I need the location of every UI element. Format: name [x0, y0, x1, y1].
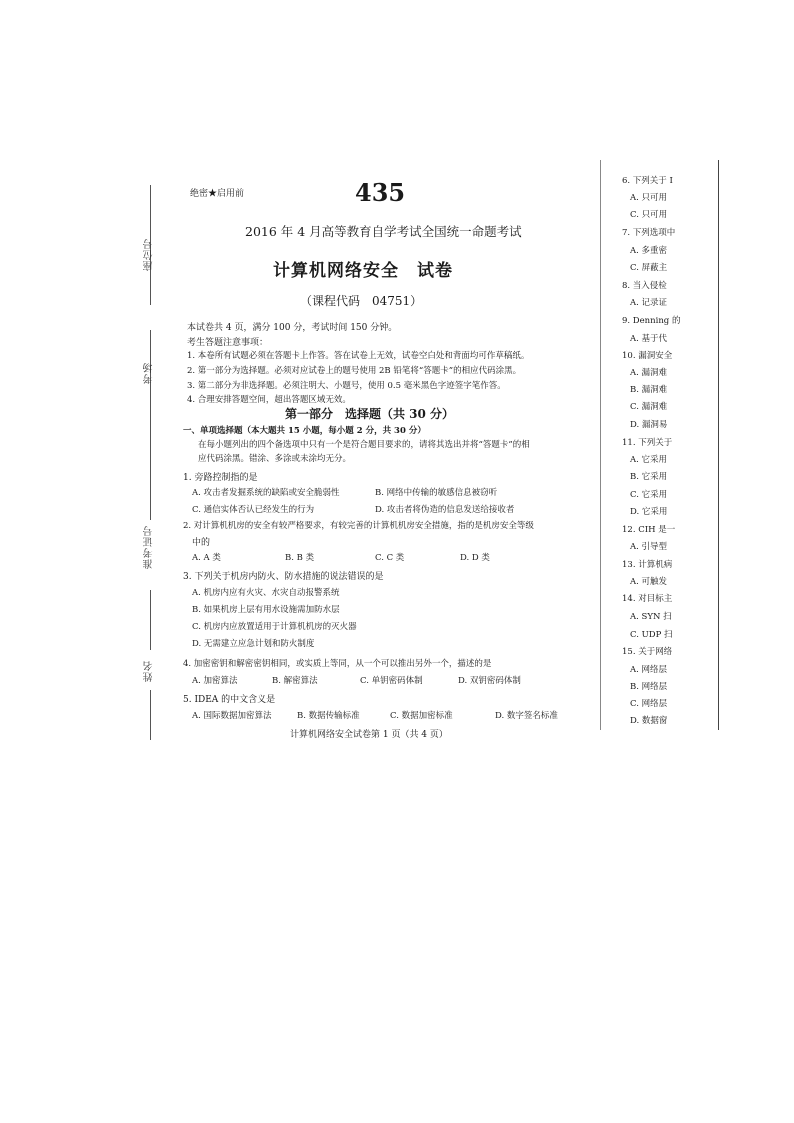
section-heading: 一、单项选择题（本大题共 15 小题，每小题 2 分，共 30 分） — [183, 426, 426, 436]
right-page-line: B. 它采用 — [630, 472, 668, 482]
right-page-line: C. 它采用 — [630, 490, 668, 500]
question-3-option-a: A. 机房内应有火灾、水灾自动报警系统 — [192, 588, 340, 598]
right-page-fragment — [604, 160, 717, 740]
question-4-option-b: B. 解密算法 — [272, 676, 318, 686]
right-page-line: C. UDP 扫 — [630, 630, 673, 640]
right-page-line: C. 只可用 — [630, 210, 668, 220]
question-5-option-d: D. 数字签名标准 — [495, 711, 558, 721]
section-instruction-1: 在每小题列出的四个备选项中只有一个是符合题目要求的，请将其选出并将“答题卡”的相 — [198, 440, 530, 450]
right-page-line: 10. 漏洞安全 — [622, 351, 673, 361]
question-2-option-a: A. A 类 — [192, 553, 221, 563]
question-3-stem: 3. 下列关于机房内防火、防水措施的说法错误的是 — [183, 572, 384, 582]
question-1-option-b: B. 网络中传输的敏感信息被窃听 — [375, 488, 498, 498]
subject-title: 计算机网络安全 试卷 — [273, 261, 453, 281]
question-3-option-d: D. 无需建立应急计划和防火制度 — [192, 639, 315, 649]
right-page-line: C. 屏蔽主 — [630, 263, 668, 273]
right-page-line: 8. 当入侵检 — [622, 281, 667, 291]
question-5-option-b: B. 数据传输标准 — [297, 711, 360, 721]
right-page-line: A. 网络层 — [630, 665, 668, 675]
question-2-option-c: C. C 类 — [375, 553, 405, 563]
exam-title: 2016 年 4 月高等教育自学考试全国统一命题考试 — [245, 224, 522, 239]
question-2-option-d: D. D 类 — [460, 553, 490, 563]
right-page-line: D. 数据窗 — [630, 716, 668, 726]
name-label: 姓名 — [144, 660, 155, 682]
right-page-line: A. 它采用 — [630, 455, 668, 465]
right-page-line: 15. 关于网络 — [622, 647, 673, 657]
page-footer: 计算机网络安全试卷第 1 页（共 4 页） — [290, 730, 448, 740]
question-4-option-d: D. 双钥密码体制 — [458, 676, 521, 686]
question-3-option-c: C. 机房内应放置适用于计算机机房的灭火器 — [192, 622, 357, 632]
notes-heading: 考生答题注意事项： — [187, 338, 269, 348]
right-page-line: 7. 下列选项中 — [622, 228, 676, 238]
note-2: 2. 第一部分为选择题。必须对应试卷上的题号使用 2B 铅笔将“答题卡”的相应代码涂黑。 — [187, 366, 522, 376]
note-3: 3. 第二部分为非选择题。必须注明大、小题号，使用 0.5 毫米黑色字迹签字笔作答。 — [187, 381, 506, 391]
secret-mark: 绝密★启用前 — [190, 189, 245, 199]
course-code: （课程代码 04751） — [300, 294, 423, 308]
question-5-option-a: A. 国际数据加密算法 — [192, 711, 272, 721]
right-page-line: A. 可触发 — [630, 577, 668, 587]
section-instruction-2: 应代码涂黑。错涂、多涂或未涂均无分。 — [198, 454, 352, 464]
right-page-line: A. 基于代 — [630, 334, 668, 344]
paper-intro: 本试卷共 4 页，满分 100 分，考试时间 150 分钟。 — [187, 323, 398, 333]
right-page-line: D. 它采用 — [630, 507, 668, 517]
right-page-line: 12. CIH 是一 — [622, 525, 676, 535]
right-page-line: A. 引导型 — [630, 542, 668, 552]
right-page-line: C. 网络层 — [630, 699, 668, 709]
venue-label: 考场 — [144, 362, 155, 384]
question-2-stem-cont: 中的 — [192, 538, 211, 548]
note-4: 4. 合理安排答题空间，超出答题区域无效。 — [187, 395, 351, 405]
binding-line-bottom — [150, 690, 151, 740]
seat-number-label: 座位号 — [144, 238, 155, 271]
right-page-line: 13. 计算机病 — [622, 560, 673, 570]
right-page-line: 6. 下列关于 I — [622, 176, 673, 186]
question-5-stem: 5. IDEA 的中文含义是 — [183, 695, 276, 705]
binding-line-3 — [150, 590, 151, 650]
ticket-number-label: 准考证号 — [144, 525, 155, 569]
right-page-line: A. 只可用 — [630, 193, 668, 203]
question-4-option-c: C. 单钥密码体制 — [360, 676, 423, 686]
right-page-line: A. 漏洞难 — [630, 368, 668, 378]
question-5-option-c: C. 数据加密标准 — [390, 711, 453, 721]
question-4-stem: 4. 加密密钥和解密密钥相同，或实质上等同，从一个可以推出另外一个，描述的是 — [183, 659, 492, 669]
right-page-line: 11. 下列关于 — [622, 438, 673, 448]
right-page-line: 14. 对目标主 — [622, 594, 673, 604]
right-page-line: 9. Denning 的 — [622, 316, 681, 326]
right-page-line: B. 漏洞难 — [630, 385, 668, 395]
question-2-option-b: B. B 类 — [285, 553, 315, 563]
paper-code: 435 — [355, 178, 406, 207]
question-1-option-a: A. 攻击者发掘系统的缺陷或安全脆弱性 — [192, 488, 340, 498]
question-4-option-a: A. 加密算法 — [192, 676, 238, 686]
right-page-line: C. 漏洞难 — [630, 402, 668, 412]
question-3-option-b: B. 如果机房上层有用水设施需加防水层 — [192, 605, 340, 615]
question-2-stem: 2. 对计算机机房的安全有较严格要求，有较完善的计算机机房安全措施，指的是机房安全等级 — [183, 521, 534, 531]
note-1: 1. 本卷所有试题必须在答题卡上作答。答在试卷上无效，试卷空白处和背面均可作草稿纸。 — [187, 351, 530, 361]
question-1-option-c: C. 通信实体否认已经发生的行为 — [192, 505, 315, 515]
right-page-line: B. 网络层 — [630, 682, 668, 692]
right-page-cut-edge — [718, 160, 719, 730]
page-divider — [600, 160, 601, 730]
right-page-line: D. 漏洞易 — [630, 420, 668, 430]
question-1-option-d: D. 攻击者将伪造的信息发送给接收者 — [375, 505, 515, 515]
question-1-stem: 1. 旁路控制指的是 — [183, 473, 258, 483]
right-page-line: A. 记录证 — [630, 298, 668, 308]
binding-line-2 — [150, 330, 151, 520]
part1-title: 第一部分 选择题（共 30 分） — [285, 407, 455, 421]
right-page-line: A. SYN 扫 — [630, 612, 672, 622]
right-page-line: A. 多重密 — [630, 246, 668, 256]
